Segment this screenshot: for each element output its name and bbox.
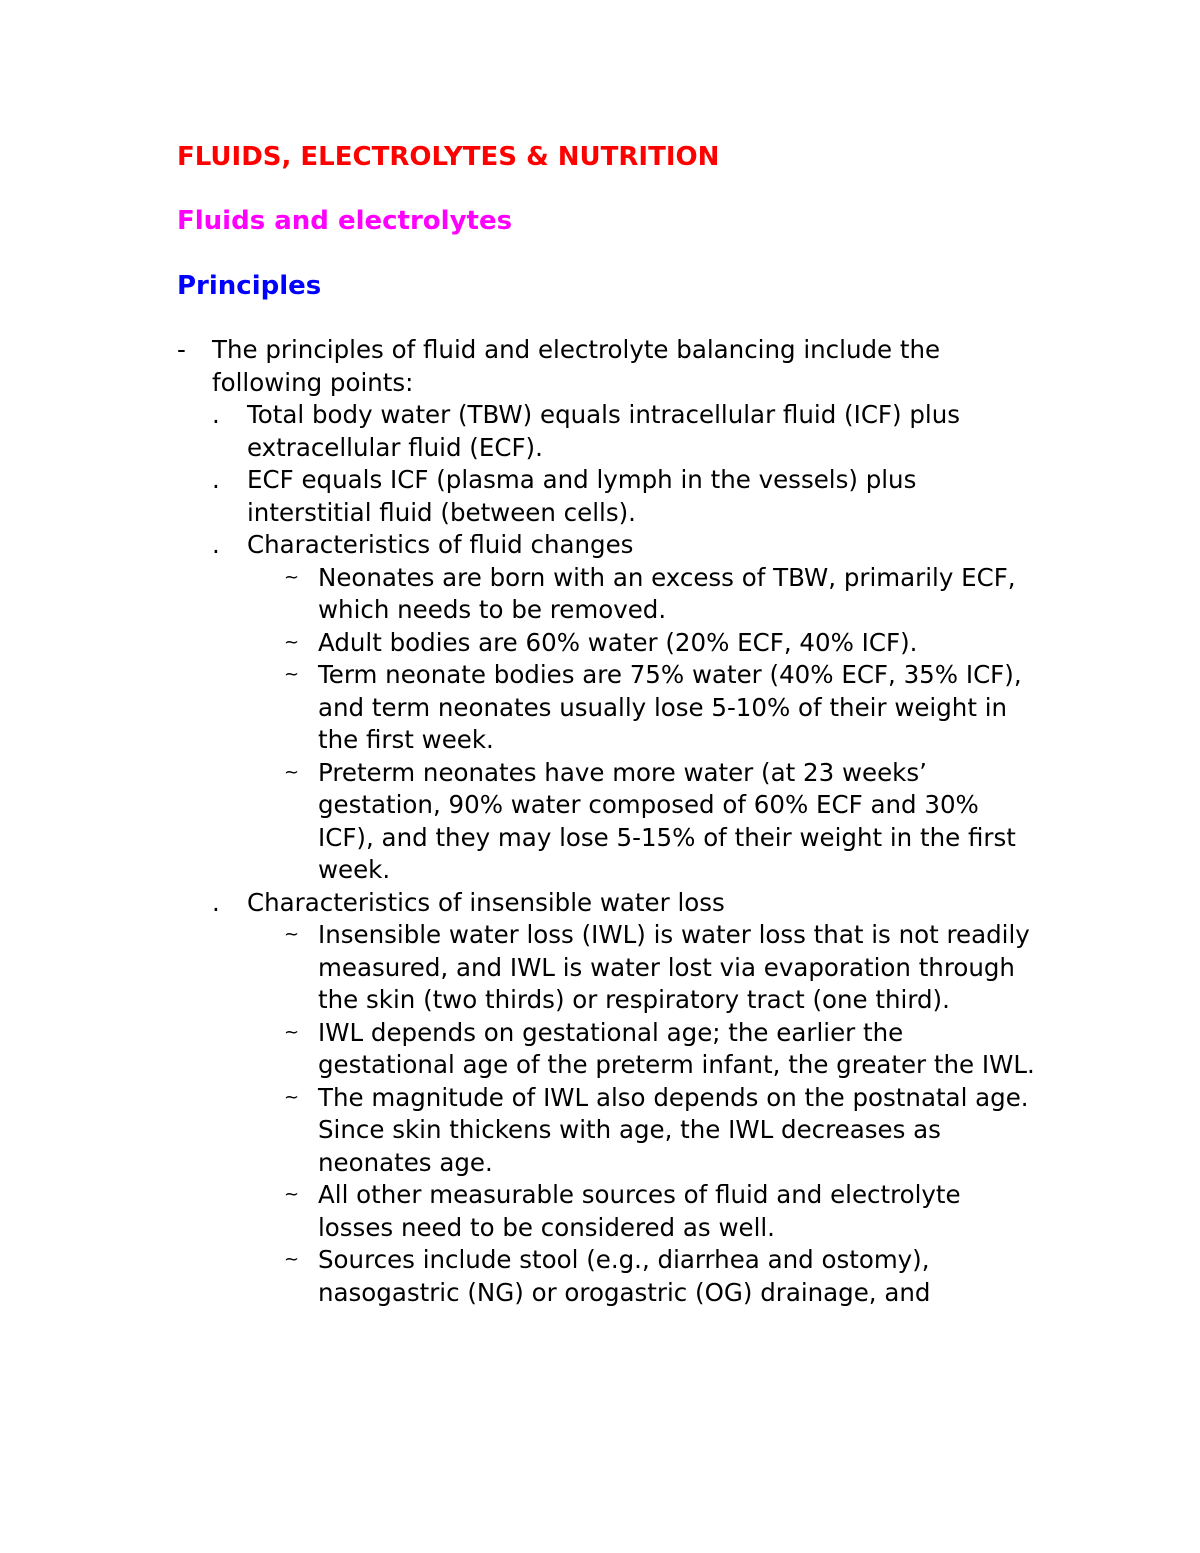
list-item: [177, 757, 1037, 887]
section-heading: Fluids and electrolytes: [177, 206, 513, 236]
dot-bullet: .: [212, 887, 220, 917]
tilde-bullet: ~: [284, 566, 300, 588]
list-item: [177, 887, 1037, 920]
subsection-heading: Principles: [177, 271, 322, 301]
tilde-bullet: ~: [284, 761, 300, 783]
list-item-text: All other measurable sources of fluid and electrolyte losses need to be considered as well.: [318, 1180, 961, 1242]
list-item-text: The principles of fluid and electrolyte balancing include the following points:: [212, 335, 941, 397]
list-item: [177, 1017, 1037, 1082]
tilde-bullet: ~: [284, 1184, 300, 1205]
list-item-text: IWL depends on gestational age; the earlier the gestational age of the preterm infant, the greater the IWL.: [318, 1017, 1035, 1079]
list-item-text: Term neonate bodies are 75% water (40% ECF, 35% ICF), and term neonates usually lose 5-10% of their weight in the first week.: [318, 660, 1022, 754]
list-item: [177, 529, 1037, 562]
list-item-text: The magnitude of IWL also depends on the postnatal age. Since skin thickens with age, the IWL decreases as neonates age.: [318, 1082, 1029, 1177]
list-item: [177, 919, 1037, 1017]
list-item: [177, 659, 1037, 757]
list-item-text: ECF equals ICF (plasma and lymph in the vessels) plus interstitial fluid (between cells).: [247, 465, 917, 527]
bullet-list: [177, 334, 1037, 1309]
list-item: [177, 562, 1037, 627]
tilde-bullet: ~: [284, 1249, 300, 1270]
list-item-text: Insensible water loss (IWL) is water loss that is not readily measured, and IWL is water lost via evaporation through the skin (two thirds) or respiratory tract (one third).: [318, 920, 1030, 1014]
list-item: [177, 627, 1037, 660]
list-item: [177, 1179, 1037, 1244]
list-item-text: Preterm neonates have more water (at 23 weeks’ gestation, 90% water composed of 60% ECF and 30% ICF), and they may lose 5-15% of their weight in the first week.: [318, 757, 1016, 884]
list-item-text: Characteristics of fluid changes: [247, 530, 634, 559]
list-item-text: Sources include stool (e.g., diarrhea and ostomy), nasogastric (NG) or orogastric (OG) drainage, and: [318, 1245, 931, 1307]
dot-bullet: .: [212, 530, 220, 559]
tilde-bullet: ~: [284, 664, 300, 685]
document-title: FLUIDS, ELECTROLYTES & NUTRITION: [177, 142, 720, 172]
list-item: [177, 1244, 1037, 1309]
list-item-text: Adult bodies are 60% water (20% ECF, 40% ICF).: [318, 627, 918, 657]
list-item-text: Characteristics of insensible water loss: [247, 887, 725, 917]
tilde-bullet: ~: [284, 924, 300, 945]
dash-bullet: -: [177, 335, 186, 364]
list-item: [177, 334, 1037, 399]
list-item-text: Total body water (TBW) equals intracellular fluid (ICF) plus extracellular fluid (ECF).: [247, 400, 961, 462]
list-item: [177, 1082, 1037, 1180]
list-item: [177, 464, 1037, 529]
dot-bullet: .: [212, 465, 220, 494]
list-item: [177, 399, 1037, 464]
tilde-bullet: ~: [284, 1021, 300, 1043]
tilde-bullet: ~: [284, 1086, 300, 1108]
dot-bullet: .: [212, 400, 220, 429]
tilde-bullet: ~: [284, 631, 300, 653]
list-item-text: Neonates are born with an excess of TBW, primarily ECF, which needs to be removed.: [318, 562, 1016, 624]
